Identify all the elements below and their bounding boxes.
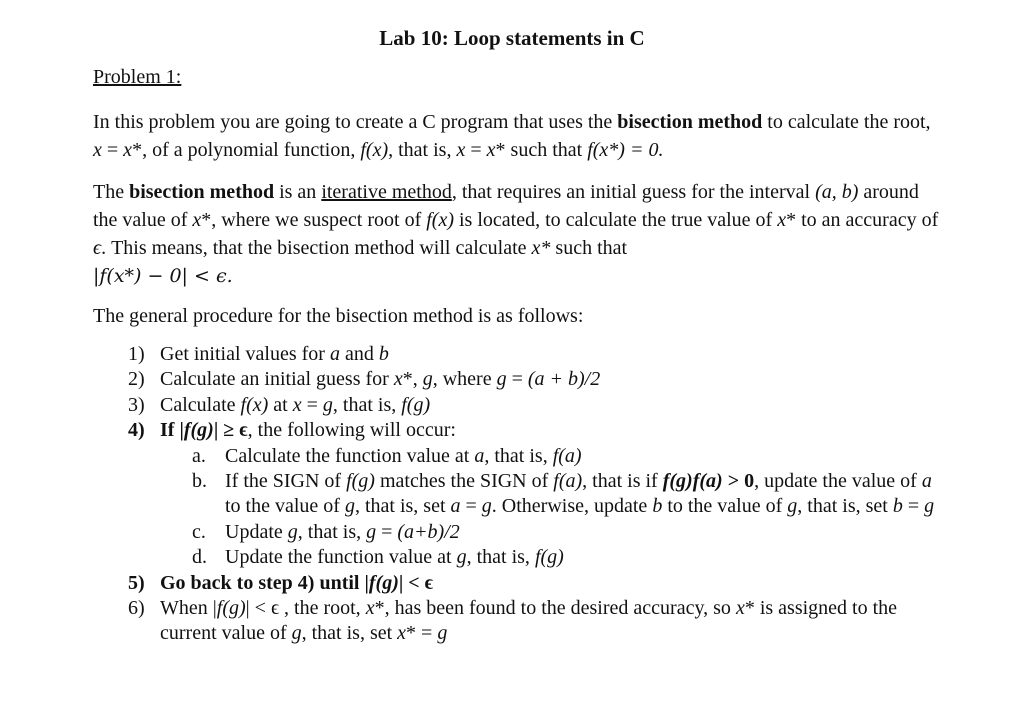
- list-subitem: b. If the SIGN of f(g) matches the SIGN of f(a), that is if f(g)f(a) > 0, update the value of a to the value of g, that is, set a = g. Otherwise, update b to the value of g, that is, set b = g: [192, 470, 935, 518]
- accuracy-formula: |f(x*) − 0| < ϵ.: [93, 265, 233, 287]
- procedure-list: [128, 342, 948, 647]
- list-item: 2) Calculate an initial guess for x*, g, where g = (a + b)/2: [128, 368, 601, 391]
- intro-paragraph: In this problem you are going to create a C program that uses the bisection method to calculate the root, x = x*, of a polynomial function, f(x), that is, x = x* such that f(x*) = 0.: [93, 111, 931, 161]
- problem-heading: Problem 1:: [93, 66, 182, 88]
- list-item: 3) Calculate f(x) at x = g, that is, f(g): [128, 393, 431, 416]
- list-item: 1) Get initial values for a and b: [128, 343, 389, 365]
- list-item: 4) If |f(g)| ≥ ϵ, the following will occur:: [128, 419, 456, 442]
- list-subitem: a. Calculate the function value at a, that is, f(a): [192, 444, 582, 467]
- list-item: 5) Go back to step 4) until |f(g)| < ϵ: [128, 571, 434, 594]
- list-subitem: c. Update g, that is, g = (a+b)/2: [192, 520, 460, 543]
- method-paragraph: The bisection method is an iterative method, that requires an initial guess for the interval (a, b) around the value of x*, where we suspect root of f(x) is located, to calculate the true value of x* to an accuracy of ϵ. This means, that the bisection method will calculate x* such that |f(x*) − 0| < ϵ.: [93, 181, 939, 287]
- list-subitem: d. Update the function value at g, that is, f(g): [192, 546, 564, 569]
- procedure-intro: The general procedure for the bisection method is as follows:: [93, 305, 584, 327]
- page-title: Lab 10: Loop statements in C: [379, 26, 645, 50]
- iterative-method-link[interactable]: iterative method: [321, 181, 452, 203]
- list-item: 6) When |f(g)| < ϵ , the root, x*, has been found to the desired accuracy, so x* is assigned to the current value of g, that is, set x* = g: [128, 597, 898, 645]
